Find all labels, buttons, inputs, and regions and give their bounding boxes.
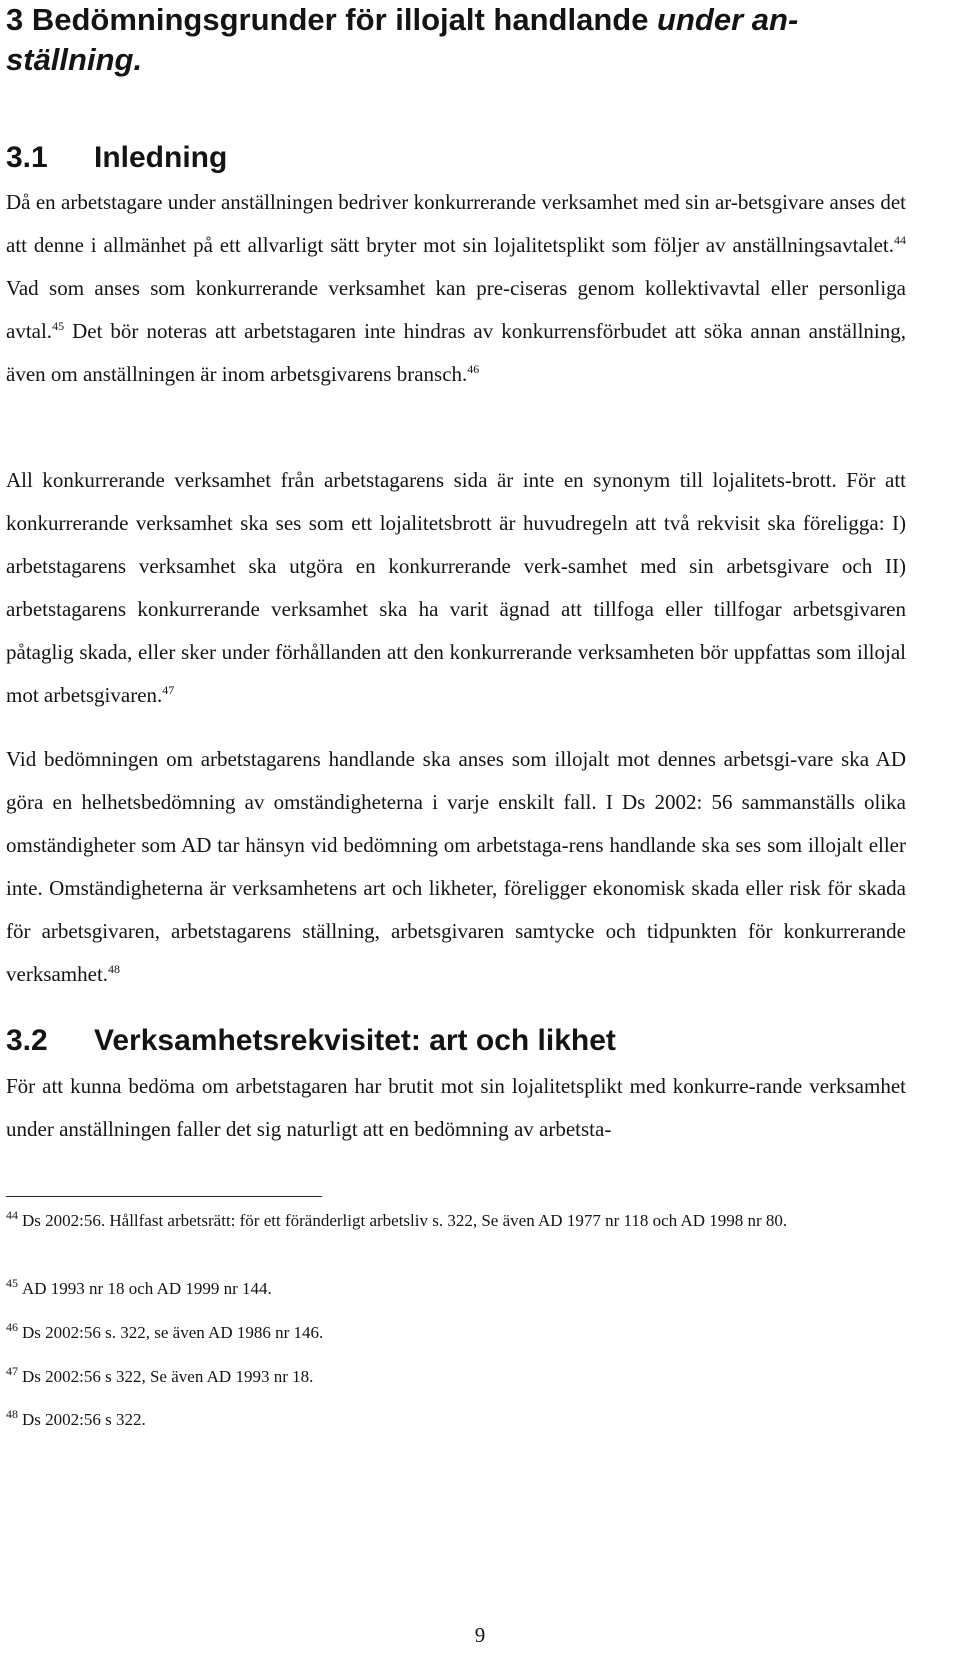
paragraph-4 (6, 1065, 906, 1151)
footnote (6, 1320, 906, 1346)
section-heading-3-1 (6, 140, 906, 176)
footnote (6, 1208, 906, 1234)
footnote (6, 1276, 906, 1302)
page-number: 9 (474, 1623, 486, 1647)
paragraph-2 (6, 459, 906, 717)
chapter-heading (6, 0, 906, 80)
footnote-ref: 48 (108, 962, 121, 976)
footnote-ref: 47 (162, 683, 175, 697)
section-number: 3.2 (6, 1024, 48, 1057)
paragraph-text: Det bör noteras att arbetstagaren inte hindras av konkurrensförbudet att söka annan anställning, även om anställningen är inom arbetsgivarens bransch. (6, 319, 906, 386)
section-title: Inledning (94, 141, 228, 174)
footnote-number: 47 (6, 1364, 18, 1379)
section-heading-3-2 (6, 1023, 906, 1059)
footnote-number: 45 (6, 1276, 18, 1291)
paragraph-text: All konkurrerande verksamhet från arbetstagarens sida är inte en synonym till lojalitets-brott. För att konkurrerande verksamhet ska ses som ett lojalitetsbrott är huvudregeln att två rekvisit ska föreligga: I) arbetstagarens verksamhet ska utgöra en konkurrerande verk-samhet med sin arbetsgivare och II) arbetstagarens konkurrerande verksamhet ska ha varit ägnad att tillfoga eller tillfogar arbetsgivaren påtaglig skada, eller sker under förhållanden att den konkurrerande verksamheten bör uppfattas som illojal mot arbetsgivaren. (6, 468, 906, 707)
paragraph-1 (6, 181, 906, 396)
footnote-number: 44 (6, 1208, 18, 1223)
footnote-number: 46 (6, 1320, 18, 1335)
paragraph-text: Då en arbetstagare under anställningen bedriver konkurrerande verksamhet med sin ar-betsgivare anses det att denne i allmänhet på ett allvarligt sätt bryter mot sin lojalitetsplikt som följer av anställningsavtalet. (6, 190, 906, 257)
chapter-title: 3 Bedömningsgrunder för illojalt handlande (6, 2, 658, 37)
footnote-separator (6, 1196, 322, 1197)
footnote-ref: 45 (52, 319, 65, 333)
paragraph-text: Vid bedömningen om arbetstagarens handlande ska anses som illojalt mot dennes arbetsgi-vare ska AD göra en helhetsbedömning av omständigheterna i varje enskilt fall. I Ds 2002: 56 sammanställs olika omständigheter som AD tar hänsyn vid bedömning om arbetstaga-rens handlande ska ses som illojalt eller inte. Omständigheterna är verksamhetens art och likheter, föreligger ekonomisk skada eller risk för skada för arbetsgivaren, arbetstagarens ställning, arbetsgivaren samtycke och tidpunkten för konkurrerande verksamhet. (6, 747, 906, 986)
footnote-text: Ds 2002:56 s 322. (22, 1410, 146, 1429)
footnote-ref: 44 (894, 233, 906, 247)
footnote-number: 48 (6, 1407, 18, 1422)
section-number: 3.1 (6, 141, 48, 174)
footnote-text: Ds 2002:56 s. 322, se även AD 1986 nr 146. (22, 1323, 324, 1342)
footnote-text: Ds 2002:56 s 322, Se även AD 1993 nr 18. (22, 1367, 314, 1386)
footnote-ref: 46 (467, 362, 480, 376)
paragraph-text: Vad som anses som konkurrerande verksamhet kan pre-ciseras genom kollektivavtal eller personliga avtal. (6, 276, 906, 343)
footnote (6, 1364, 906, 1390)
section-title: Verksamhetsrekvisitet: art och likhet (94, 1024, 616, 1057)
footnote-text: Ds 2002:56. Hållfast arbetsrätt: för ett föränderligt arbetsliv s. 322, Se även AD 1977 nr 118 och AD 1998 nr 80. (22, 1211, 788, 1230)
paragraph-3 (6, 738, 906, 996)
paragraph-text: För att kunna bedöma om arbetstagaren har brutit mot sin lojalitetsplikt med konkurre-rande verksamhet under anställningen faller det sig naturligt att en bedömning av arbetsta- (6, 1074, 906, 1141)
footnote-text: AD 1993 nr 18 och AD 1999 nr 144. (22, 1279, 272, 1298)
chapter-title-italic: under an-ställning. (6, 2, 799, 77)
footnote (6, 1407, 906, 1433)
